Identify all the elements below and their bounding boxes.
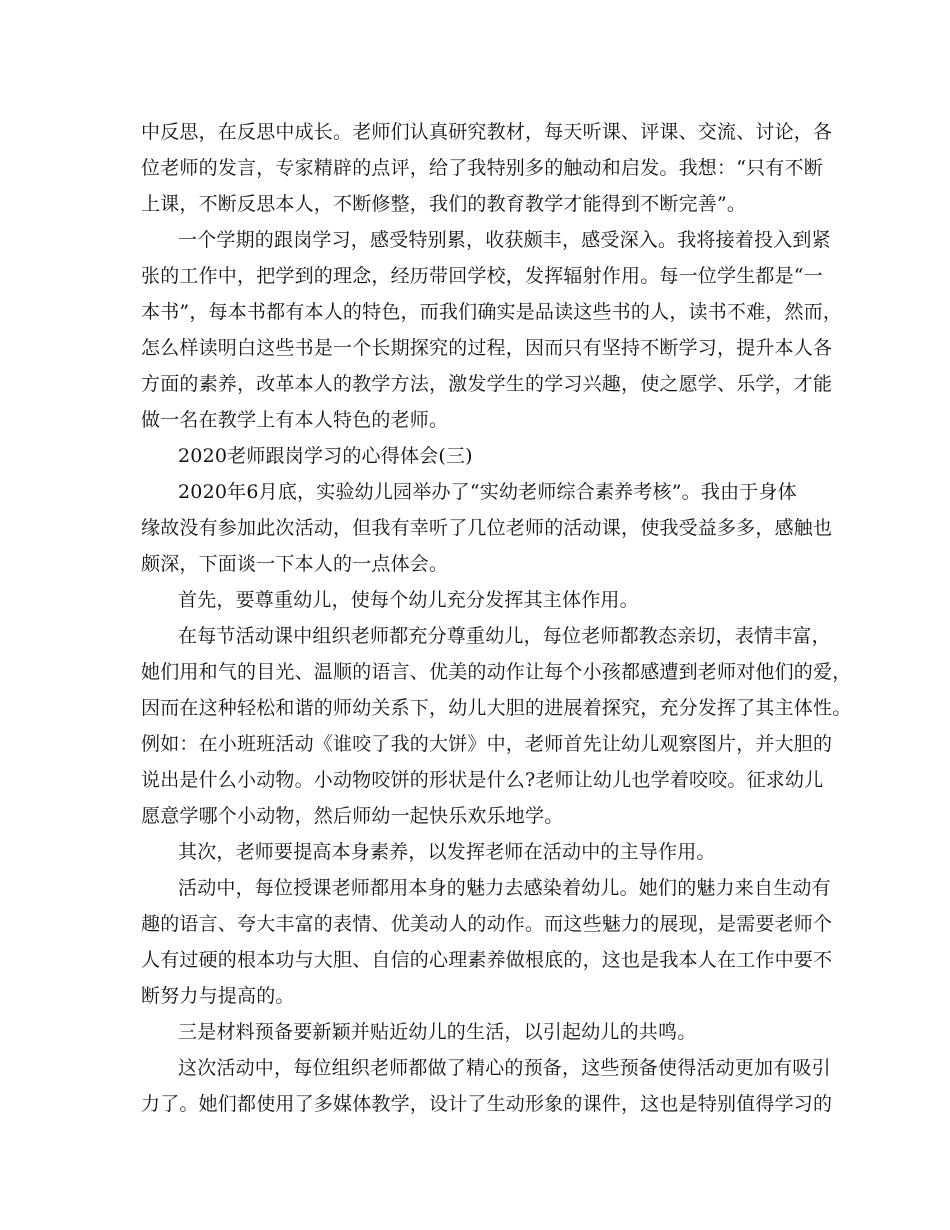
text-line: 颇深，下面谈一下本人的一点体会。 xyxy=(141,553,449,575)
text-line: 怎么样读明白这些书是一个长期探究的过程，因而只有坚持不断学习，提升本人各 xyxy=(141,337,833,359)
text-line: 因而在这种轻松和谐的师幼关系下，幼儿大胆的进展着探究，充分发挥了其主体性。 xyxy=(141,697,852,719)
text-line: 中反思，在反思中成长。老师们认真研究教材，每天听课、评课、交流、讨论，各 xyxy=(141,121,833,143)
text-line: 位老师的发言，专家精辟的点评，给了我特别多的触动和启发。我想：“只有不断 xyxy=(141,157,823,179)
text-line: 她们用和气的目光、温顺的语言、优美的动作让每个小孩都感遭到老师对他们的爱， xyxy=(141,661,852,683)
text-line: 人有过硬的根本功与大胆、自信的心理素养做根底的，这也是我本人在工作中要不 xyxy=(141,949,833,971)
text-line: 本书”，每本书都有本人的特色，而我们确实是品读这些书的人，读书不难，然而， xyxy=(141,301,843,323)
text-line: 愿意学哪个小动物，然后师幼一起快乐欢乐地学。 xyxy=(141,805,564,827)
text-line: 活动中，每位授课老师都用本身的魅力去感染着幼儿。她们的魅力来自生动有 xyxy=(178,877,831,899)
text-line: 首先，要尊重幼儿，使每个幼儿充分发挥其主体作用。 xyxy=(178,589,639,611)
text-line: 一个学期的跟岗学习，感受特别累，收获颇丰，感受深入。我将接着投入到紧 xyxy=(178,229,831,251)
text-line: 缘故没有参加此次活动，但我有幸听了几位老师的活动课，使我受益多多，感触也 xyxy=(141,517,833,539)
text-line: 这次活动中，每位组织老师都做了精心的预备，这些预备使得活动更加有吸引 xyxy=(178,1057,831,1079)
text-line: 方面的素养，改革本人的教学方法，激发学生的学习兴趣，使之愿学、乐学，才能 xyxy=(141,373,833,395)
text-line: 力了。她们都使用了多媒体教学，设计了生动形象的课件，这也是特别值得学习的 xyxy=(141,1093,833,1115)
text-line: 2020年6月底，实验幼儿园举办了“实幼老师综合素养考核”。我由于身体 xyxy=(178,481,797,503)
text-line: 张的工作中，把学到的理念，经历带回学校，发挥辐射作用。每一位学生都是“一 xyxy=(141,265,823,287)
text-line: 说出是什么小动物。小动物咬饼的形状是什么?老师让幼儿也学着咬咬。征求幼儿 xyxy=(141,769,824,791)
text-line: 断努力与提高的。 xyxy=(141,985,295,1007)
section-heading: 2020老师跟岗学习的心得体会(三) xyxy=(178,445,473,467)
text-line: 在每节活动课中组织老师都充分尊重幼儿，每位老师都教态亲切，表情丰富， xyxy=(178,625,831,647)
text-line: 例如：在小班班活动《谁咬了我的大饼》中，老师首先让幼儿观察图片，并大胆的 xyxy=(141,733,833,755)
text-line: 其次，老师要提高本身素养，以发挥老师在活动中的主导作用。 xyxy=(178,841,716,863)
text-line: 三是材料预备要新颖并贴近幼儿的生活，以引起幼儿的共鸣。 xyxy=(178,1021,697,1043)
text-line: 上课，不断反思本人，不断修整，我们的教育教学才能得到不断完善”。 xyxy=(141,193,747,215)
text-line: 做一名在教学上有本人特色的老师。 xyxy=(141,409,449,431)
text-line: 趣的语言、夸大丰富的表情、优美动人的动作。而这些魅力的展现，是需要老师个 xyxy=(141,913,833,935)
